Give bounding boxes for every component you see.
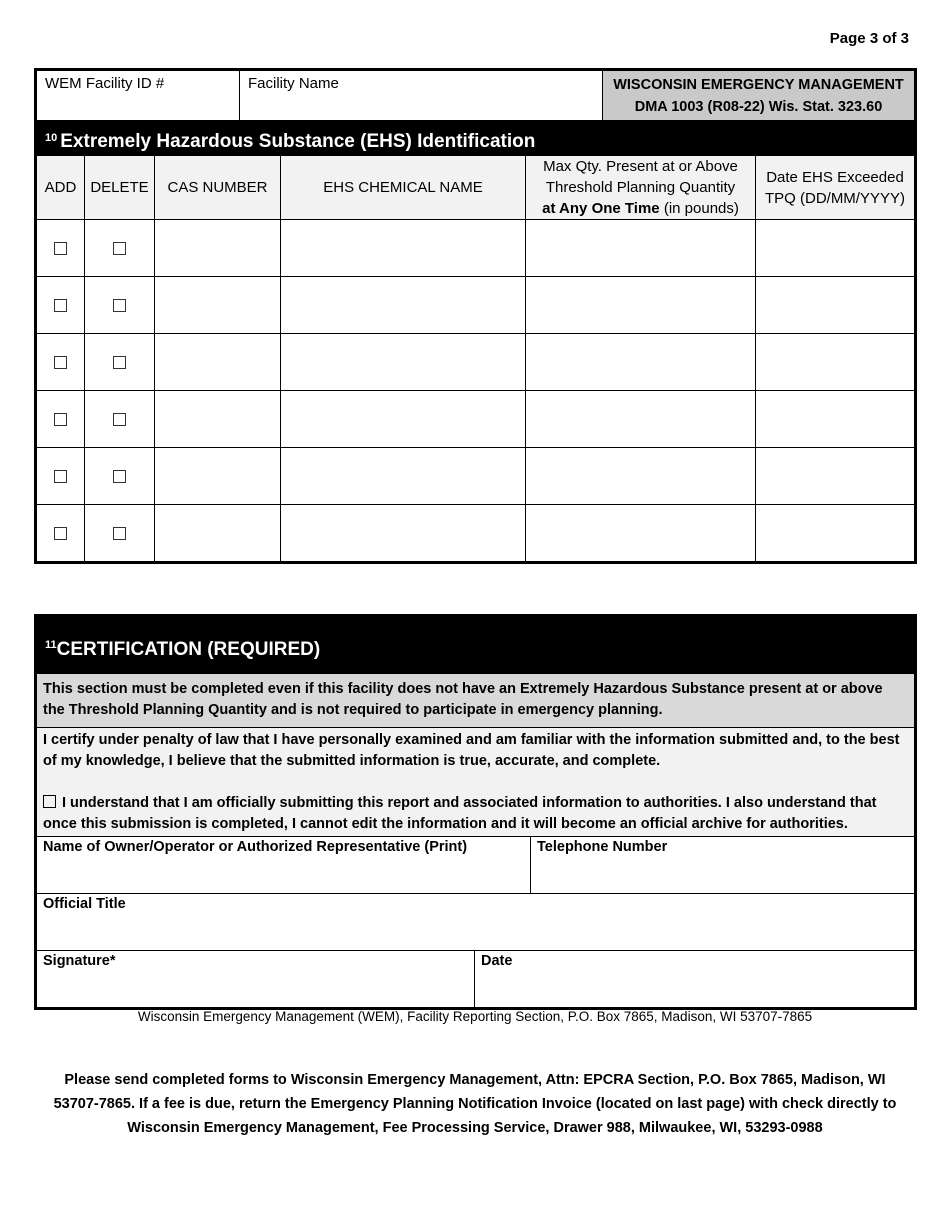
telephone-field[interactable] [531,837,914,893]
date-field[interactable] [475,951,914,1007]
certification-title [37,614,914,674]
chemical-name-input[interactable] [281,220,526,276]
ehs-rows [37,220,914,561]
col-header-chemical-name: EHS CHEMICAL NAME [281,156,526,219]
facility-name-label: Facility Name [248,75,339,92]
certification-note: This section must be completed even if this facility does not have an Extremely Hazardous Substance present at or above the Threshold Planning Quantity and is not required to participate in emergency planning. [37,674,914,728]
add-checkbox-cell [37,334,85,390]
owner-name-field[interactable] [37,837,531,893]
delete-checkbox[interactable] [113,242,126,255]
signature-field[interactable] [37,951,475,1007]
max-qty-input[interactable] [526,505,756,561]
add-checkbox-cell [37,277,85,333]
cas-number-input[interactable] [155,505,281,561]
certification-section-number: 11 [45,639,57,651]
telephone-label: Telephone Number [537,839,668,855]
delete-checkbox[interactable] [113,470,126,483]
chemical-name-input[interactable] [281,391,526,447]
delete-checkbox-cell [85,448,155,504]
date-exceeded-input[interactable] [756,220,914,276]
cas-number-input[interactable] [155,391,281,447]
ehs-section-number: 10 [45,132,58,144]
official-title-label: Official Title [43,896,126,912]
official-title-row [37,894,914,951]
max-qty-input[interactable] [526,277,756,333]
date-exceeded-input[interactable] [756,505,914,561]
mailing-instructions: Please send completed forms to Wisconsin Emergency Management, Attn: EPCRA Section, P.O. Box 7865, Madison, WI 53707-7865. If a fee is due, return the Emergency Planning Notification Invoice (located on last page) with check directly to Wisconsin Emergency Management, Fee Processing Service, Drawer 988, Milwaukee, WI, 53293-0988 [53,1072,897,1136]
ehs-row [37,220,914,277]
facility-id-field[interactable] [37,71,240,120]
date-exceeded-input[interactable] [756,277,914,333]
official-title-field[interactable] [37,894,914,950]
wem-address: Wisconsin Emergency Management (WEM), Facility Reporting Section, P.O. Box 7865, Madison, WI 53707-7865 [137,1009,813,1024]
max-qty-input[interactable] [526,448,756,504]
ehs-section-title-text: Extremely Hazardous Substance (EHS) Identification [60,131,536,152]
date-exceeded-input[interactable] [756,391,914,447]
delete-checkbox-cell [85,277,155,333]
add-checkbox-cell [37,505,85,561]
add-checkbox[interactable] [54,527,67,540]
certification-statement: I certify under penalty of law that I have personally examined and am familiar with the information submitted and, to the best of my knowledge, I believe that the submitted information is true, accurate, and complete. [43,732,900,769]
chemical-name-input[interactable] [281,505,526,561]
ehs-table [34,68,917,564]
max-qty-input[interactable] [526,334,756,390]
ehs-section-title [37,121,914,156]
add-checkbox-cell [37,391,85,447]
date-header-line1: Date EHS Exceeded [766,168,904,186]
add-checkbox-cell [37,448,85,504]
delete-checkbox[interactable] [113,299,126,312]
facility-name-field[interactable] [240,71,603,120]
acknowledgement-row [43,793,908,835]
add-checkbox-cell [37,220,85,276]
add-checkbox[interactable] [54,356,67,369]
add-checkbox[interactable] [54,470,67,483]
chemical-name-input[interactable] [281,277,526,333]
acknowledgement-text: I understand that I am officially submitting this report and associated information to authorities. I also understand that once this submission is completed, I cannot edit the information and it will become an official archive for authorities. [43,795,877,832]
ehs-column-headers [37,156,914,220]
ehs-row [37,505,914,561]
delete-checkbox-cell [85,391,155,447]
signature-label: Signature* [43,953,116,969]
delete-checkbox[interactable] [113,413,126,426]
col-header-delete: DELETE [85,156,155,219]
date-header-line2: TPQ (DD/MM/YYYY) [764,189,905,207]
certification-statement-block [37,728,914,837]
add-checkbox[interactable] [54,413,67,426]
acknowledgement-checkbox[interactable] [43,795,56,808]
page-number: Page 3 of 3 [829,30,909,47]
add-checkbox[interactable] [54,299,67,312]
chemical-name-input[interactable] [281,448,526,504]
qty-header-suffix: (in pounds) [659,200,739,217]
cas-number-input[interactable] [155,220,281,276]
agency-name: WISCONSIN EMERGENCY MANAGEMENT [613,77,904,93]
owner-name-label: Name of Owner/Operator or Authorized Representative (Print) [43,839,468,855]
qty-header-line1: Max Qty. Present at or Above [543,158,738,175]
form-number: DMA 1003 (R08-22) Wis. Stat. 323.60 [634,99,883,115]
signature-date-row [37,951,914,1007]
ehs-row [37,448,914,505]
certification-section [34,614,917,1010]
qty-header-line2: Threshold Planning Quantity [545,179,736,196]
facility-header-row [37,71,914,121]
cas-number-input[interactable] [155,334,281,390]
facility-id-label: WEM Facility ID # [45,75,165,92]
max-qty-input[interactable] [526,220,756,276]
ehs-row [37,334,914,391]
date-exceeded-input[interactable] [756,448,914,504]
date-exceeded-input[interactable] [756,334,914,390]
date-label: Date [481,953,513,969]
delete-checkbox[interactable] [113,527,126,540]
col-header-cas: CAS NUMBER [155,156,281,219]
delete-checkbox-cell [85,334,155,390]
cas-number-input[interactable] [155,448,281,504]
certification-title-text: CERTIFICATION (REQUIRED) [56,639,321,660]
agency-header [603,71,914,120]
chemical-name-input[interactable] [281,334,526,390]
col-header-date-exceeded [756,156,914,219]
add-checkbox[interactable] [54,242,67,255]
max-qty-input[interactable] [526,391,756,447]
delete-checkbox-cell [85,505,155,561]
col-header-max-qty [526,156,756,219]
delete-checkbox-cell [85,220,155,276]
col-header-add: ADD [37,156,85,219]
ehs-row [37,277,914,334]
qty-header-bold: at Any One Time [542,200,660,217]
ehs-row [37,391,914,448]
delete-checkbox[interactable] [113,356,126,369]
owner-phone-row [37,837,914,894]
cas-number-input[interactable] [155,277,281,333]
